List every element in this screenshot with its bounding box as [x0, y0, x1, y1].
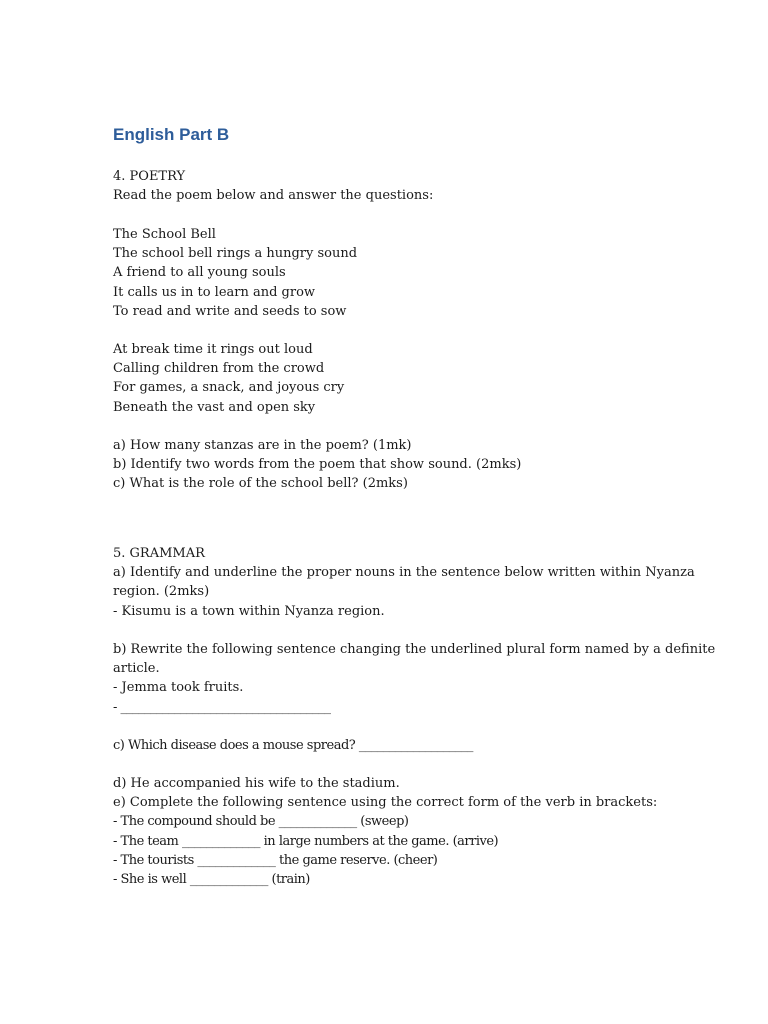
poetry-header-block	[113, 167, 733, 205]
question-item: a) How many stanzas are in the poem? (1mk)	[113, 438, 412, 453]
question-sentence: - Jemma took fruits.	[113, 680, 244, 696]
question-item: b) Identify two words from the poem that show sound. (2mks)	[113, 457, 522, 473]
poetry-instruction: Read the poem below and answer the questions:	[113, 188, 434, 204]
poem-stanza-1	[113, 225, 733, 321]
fill-in-item: - The compound should be _____________ (sweep)	[113, 814, 409, 830]
grammar-question-b	[113, 640, 733, 717]
grammar-question-a	[113, 544, 733, 621]
poetry-questions	[113, 436, 733, 494]
grammar-question-c	[113, 736, 733, 755]
answer-blank: - ___________________________________	[113, 699, 331, 715]
grammar-question-d-e	[113, 774, 733, 889]
poem-line: For games, a snack, and joyous cry	[113, 380, 345, 396]
page-heading: English Part B	[113, 125, 230, 144]
question-item: article.	[113, 661, 160, 677]
poetry-section-title: 4. POETRY	[113, 169, 186, 184]
grammar-section-title: 5. GRAMMAR	[113, 546, 205, 561]
poem-line: The school bell rings a hungry sound	[113, 246, 358, 262]
poem-line: It calls us in to learn and grow	[113, 284, 316, 300]
poem-line: To read and write and seeds to sow	[113, 303, 347, 319]
question-item: c) Which disease does a mouse spread? ___________________	[113, 738, 473, 753]
question-item: e) Complete the following sentence using the correct form of the verb in brackets:	[113, 795, 658, 811]
poem-line: At break time it rings out loud	[113, 342, 313, 357]
poem-line: Calling children from the crowd	[113, 361, 325, 377]
poem-title: The School Bell	[113, 227, 216, 242]
question-item: region. (2mks)	[113, 584, 210, 600]
poem-line: Beneath the vast and open sky	[113, 399, 316, 415]
question-item: d) He accompanied his wife to the stadium.	[113, 776, 400, 791]
fill-in-item: - The tourists _____________ the game reserve. (cheer)	[113, 852, 438, 868]
question-item: a) Identify and underline the proper nouns in the sentence below written within Nyanza	[113, 565, 695, 581]
question-item: c) What is the role of the school bell? (2mks)	[113, 476, 408, 492]
question-sentence: - Kisumu is a town within Nyanza region.	[113, 603, 385, 619]
poem-line: A friend to all young souls	[113, 265, 286, 281]
poem-stanza-2	[113, 340, 733, 417]
question-item: b) Rewrite the following sentence changing the underlined plural form named by a definite	[113, 642, 716, 657]
fill-in-item: - She is well _____________ (train)	[113, 872, 310, 888]
fill-in-item: - The team _____________ in large numbers at the game. (arrive)	[113, 833, 499, 849]
